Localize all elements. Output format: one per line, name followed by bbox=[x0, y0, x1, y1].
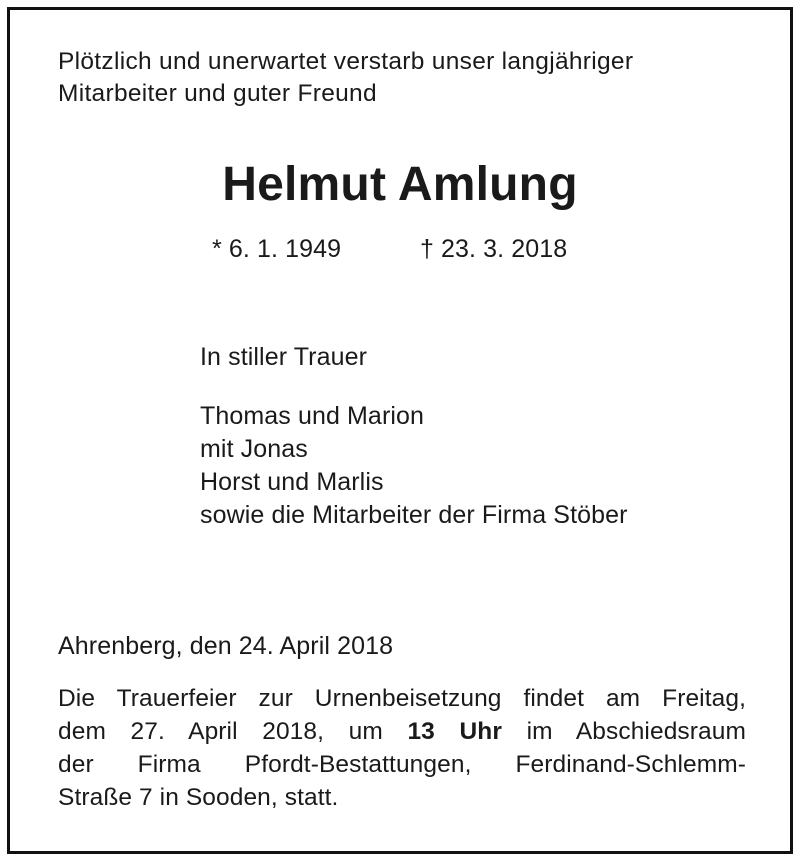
service-time: 13 Uhr bbox=[407, 718, 502, 745]
service-text: dem 27. April 2018, um bbox=[58, 718, 383, 745]
death-date: † 23. 3. 2018 bbox=[420, 235, 568, 263]
service-text: im Abschiedsraum bbox=[526, 718, 746, 745]
place-and-date: Ahrenberg, den 24. April 2018 bbox=[58, 632, 394, 660]
service-line: Straße 7 in Sooden, statt. bbox=[58, 784, 339, 811]
family-list bbox=[200, 400, 628, 532]
intro-line: Plötzlich und unerwartet verstarb unser langjähriger bbox=[58, 48, 634, 75]
service-line: Die Trauerfeier zur Urnenbeisetzung findet am Freitag, bbox=[58, 685, 746, 712]
obituary-notice bbox=[7, 7, 793, 854]
birth-date: * 6. 1. 1949 bbox=[212, 235, 342, 263]
service-line bbox=[58, 715, 746, 748]
family-member: Horst und Marlis bbox=[200, 468, 384, 496]
mourning-phrase: In stiller Trauer bbox=[200, 343, 368, 371]
intro-text bbox=[58, 46, 633, 110]
service-line: der Firma Pfordt-Bestattungen, Ferdinand-Schlemm- bbox=[58, 751, 746, 778]
family-member: mit Jonas bbox=[200, 435, 308, 463]
intro-line: Mitarbeiter und guter Freund bbox=[58, 80, 377, 107]
family-member: sowie die Mitarbeiter der Firma Stöber bbox=[200, 501, 628, 529]
deceased-name: Helmut Amlung bbox=[222, 158, 578, 211]
family-member: Thomas und Marion bbox=[200, 402, 425, 430]
service-announcement bbox=[58, 682, 746, 814]
